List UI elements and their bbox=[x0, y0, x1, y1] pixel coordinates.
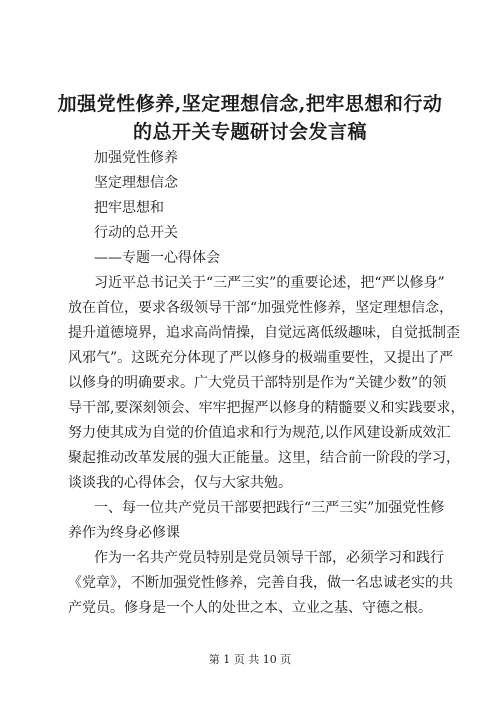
paragraph-1-line: 谈谈我的心得体会，仅与大家共勉。 bbox=[68, 475, 292, 491]
paragraph-1-line: 聚起推动改革发展的强大正能量。这里，结合前一阶段的学习， bbox=[68, 450, 460, 466]
paragraph-1-line: 风邪气”。这既充分体现了严以修身的极端重要性，又提出了严 bbox=[68, 350, 454, 366]
paragraph-2-line: 作为一名共产党员特别是党员领导干部，必须学习和践行 bbox=[94, 550, 444, 566]
subheading-2: 坚定理想信念 bbox=[94, 175, 178, 191]
section-heading-line: 养作为终身必修课 bbox=[68, 525, 180, 541]
section-heading-line: 一、每一位共产党员干部要把践行“三严三实”加强党性修 bbox=[94, 500, 445, 516]
subheading-4: 行动的总开关 bbox=[94, 225, 178, 241]
paragraph-2-line: 《党章》，不断加强党性修养，完善自我，做一名忠诚老实的共 bbox=[68, 575, 453, 591]
paragraph-1-line: 努力使其成为自觉的价值追求和行为规范,以作风建设新成效汇 bbox=[68, 425, 451, 441]
paragraph-1-line: 放在首位，要求各级领导干部“加强党性修养，坚定理想信念， bbox=[68, 300, 454, 316]
subheading-3: 把牢思想和 bbox=[94, 200, 164, 216]
paragraph-1-line: 以修身的明确要求。广大党员干部特别是作为“关键少数”的领 bbox=[68, 375, 447, 391]
paragraph-2-line: 产党员。修身是一个人的处世之本、立业之基、守德之根。 bbox=[68, 600, 432, 616]
subheading-5: ——专题一心得体会 bbox=[94, 250, 220, 266]
page-number-footer: 第 1 页 共 10 页 bbox=[208, 653, 292, 666]
document-title-line-2: 的总开关专题研讨会发言稿 bbox=[132, 121, 367, 143]
paragraph-1-line: 习近平总书记关于“三严三实”的重要论述，把“严以修身” bbox=[94, 275, 445, 291]
subheading-1: 加强党性修养 bbox=[94, 150, 178, 166]
document-title-line-1: 加强党性修养,坚定理想信念,把牢思想和行动 bbox=[57, 93, 443, 115]
paragraph-1-line: 提升道德境界，追求高尚情操，自觉远离低级趣味，自觉抵制歪 bbox=[68, 325, 460, 341]
paragraph-1-line: 导干部,要深刻领会、牢牢把握严以修身的精髓要义和实践要求， bbox=[68, 400, 465, 416]
